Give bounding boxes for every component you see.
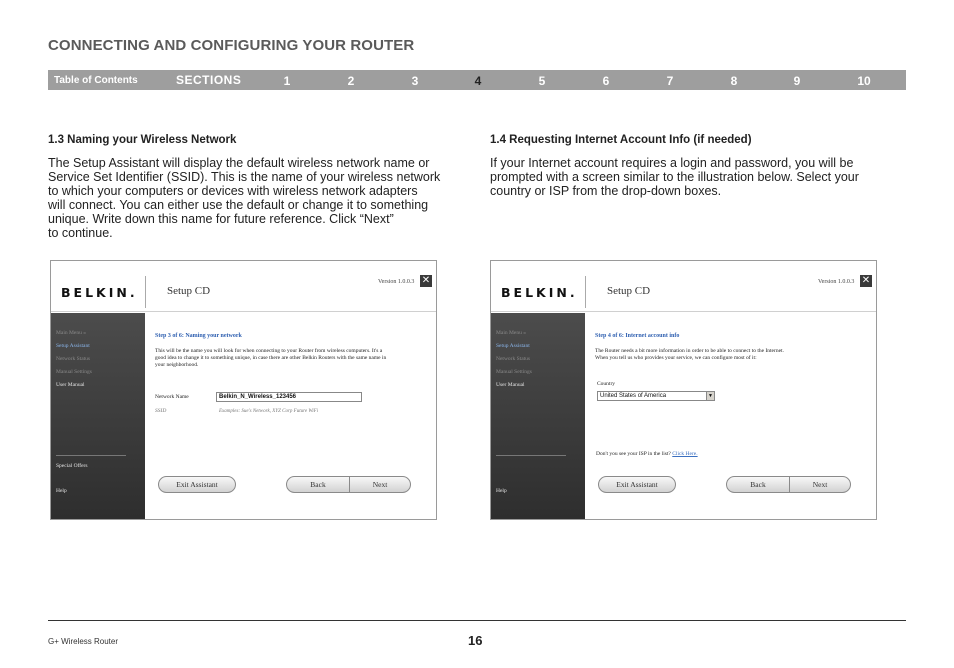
back-button[interactable]: Back: [310, 480, 326, 489]
section-link-8[interactable]: 8: [730, 74, 738, 88]
footer-divider: [48, 620, 906, 621]
section-link-4[interactable]: 4: [474, 74, 482, 88]
setup-sidebar: [51, 313, 145, 519]
sidebar-item-setup-assistant[interactable]: Setup Assistant: [56, 343, 90, 349]
setup-cd-title: Setup CD: [167, 285, 211, 297]
sidebar-item-help[interactable]: Help: [496, 488, 507, 494]
step-title: Step 3 of 6: Naming your network: [155, 333, 242, 339]
body-line: prompted with a screen similar to the illustration below. Select your: [490, 170, 859, 184]
sidebar-item-special-offers[interactable]: Special Offers: [56, 463, 88, 469]
section-link-6[interactable]: 6: [602, 74, 610, 88]
belkin-logo: BELKIN.: [501, 285, 578, 300]
next-button[interactable]: Next: [372, 480, 388, 489]
ssid-label: SSID: [155, 408, 167, 414]
step-title: Step 4 of 6: Internet account info: [595, 333, 680, 339]
country-select[interactable]: [597, 391, 715, 401]
close-icon[interactable]: ✕: [421, 275, 431, 286]
country-select-value: United States of America: [600, 393, 667, 399]
sidebar-item-setup-assistant[interactable]: Setup Assistant: [496, 343, 530, 349]
next-button[interactable]: Next: [812, 480, 828, 489]
left-section-heading: 1.3 Naming your Wireless Network: [48, 134, 237, 146]
section-link-2[interactable]: 2: [347, 74, 355, 88]
ssid-examples: Examples: Sue's Network, XYZ Corp Future WiFi: [219, 409, 319, 414]
version-label: Version 1.0.0.3: [818, 279, 855, 285]
right-section-heading: 1.4 Requesting Internet Account Info (if needed): [490, 134, 752, 146]
network-name-input[interactable]: Belkin_N_Wireless_123456: [216, 392, 362, 402]
table-of-contents-link[interactable]: Table of Contents: [54, 75, 138, 86]
sidebar-item-network-status[interactable]: Network Status: [496, 356, 531, 362]
body-line: The Setup Assistant will display the default wireless network name or: [48, 156, 430, 170]
desc-line: This will be the name you will look for when connecting to your Router from wireless computers. It's a: [155, 348, 383, 354]
logo-divider: [145, 276, 146, 308]
isp-question: [596, 451, 698, 457]
sidebar-divider: [56, 455, 126, 456]
desc-line: The Router needs a bit more information in order to be able to connect to the Internet.: [595, 348, 784, 354]
body-line: unique. Write down this name for future reference. Click “Next”: [48, 212, 394, 226]
body-line: to which your computers or devices with wireless network adapters: [48, 184, 418, 198]
back-next-button-group: [286, 476, 411, 493]
right-section-body: [490, 156, 859, 198]
setup-main: [585, 313, 876, 519]
section-link-1[interactable]: 1: [283, 74, 291, 88]
section-link-10[interactable]: 10: [857, 74, 871, 88]
sidebar-item-user-manual[interactable]: User Manual: [56, 382, 85, 388]
back-button[interactable]: Back: [750, 480, 766, 489]
desc-line: good idea to change it to something unique, in case there are other Belkin Routers with the same name in: [155, 355, 387, 361]
desc-line: When you tell us who provides your service, we can configure most of it:: [595, 355, 757, 361]
exit-assistant-button[interactable]: Exit Assistant: [158, 476, 236, 493]
sidebar-item-network-status[interactable]: Network Status: [56, 356, 91, 362]
section-link-3[interactable]: 3: [411, 74, 419, 88]
body-line: will connect. You can either use the default or change it to something: [48, 198, 429, 212]
close-icon[interactable]: ✕: [861, 275, 871, 286]
sidebar-divider: [496, 455, 566, 456]
dropdown-arrow-icon[interactable]: ▼: [706, 392, 714, 400]
logo-divider: [585, 276, 586, 308]
setup-screenshot-naming: [50, 260, 437, 520]
setup-main: [145, 313, 436, 519]
body-line: If your Internet account requires a login and password, you will be: [490, 156, 854, 170]
country-label: Country: [597, 381, 616, 387]
sidebar-item-manual-settings[interactable]: Manual Settings: [56, 369, 92, 375]
belkin-logo: BELKIN.: [61, 285, 138, 300]
sidebar-item-manual-settings[interactable]: Manual Settings: [496, 369, 532, 375]
desc-line: your neighborhood.: [155, 362, 199, 368]
sidebar-item-main-menu[interactable]: Main Menu »: [496, 330, 526, 336]
sidebar-item-main-menu[interactable]: Main Menu »: [56, 330, 86, 336]
isp-question-text: Don't you see your ISP in the list?: [596, 451, 671, 457]
page-title: CONNECTING AND CONFIGURING YOUR ROUTER: [48, 37, 415, 54]
exit-assistant-button[interactable]: Exit Assistant: [598, 476, 676, 493]
sidebar-item-help[interactable]: Help: [56, 488, 67, 494]
back-next-button-group: [726, 476, 851, 493]
step-description: [155, 348, 386, 369]
section-link-5[interactable]: 5: [538, 74, 546, 88]
network-name-label: Network Name: [155, 394, 189, 400]
click-here-link[interactable]: Click Here.: [672, 451, 698, 457]
body-line: country or ISP from the drop-down boxes.: [490, 184, 722, 198]
body-line: Service Set Identifier (SSID). This is the name of your wireless network: [48, 170, 441, 184]
page-number: 16: [468, 633, 483, 648]
section-link-7[interactable]: 7: [666, 74, 674, 88]
setup-sidebar: [491, 313, 585, 519]
left-section-body: [48, 156, 440, 240]
step-description: [595, 348, 784, 362]
setup-header: [51, 261, 436, 312]
section-navbar: [48, 70, 906, 90]
footer-product-name: G+ Wireless Router: [48, 637, 119, 646]
body-line: to continue.: [48, 226, 113, 240]
setup-cd-title: Setup CD: [607, 285, 651, 297]
setup-header: [491, 261, 876, 312]
setup-screenshot-internet: [490, 260, 877, 520]
version-label: Version 1.0.0.3: [378, 279, 415, 285]
section-link-9[interactable]: 9: [793, 74, 801, 88]
sections-label: SECTIONS: [176, 73, 242, 87]
sidebar-item-user-manual[interactable]: User Manual: [496, 382, 525, 388]
